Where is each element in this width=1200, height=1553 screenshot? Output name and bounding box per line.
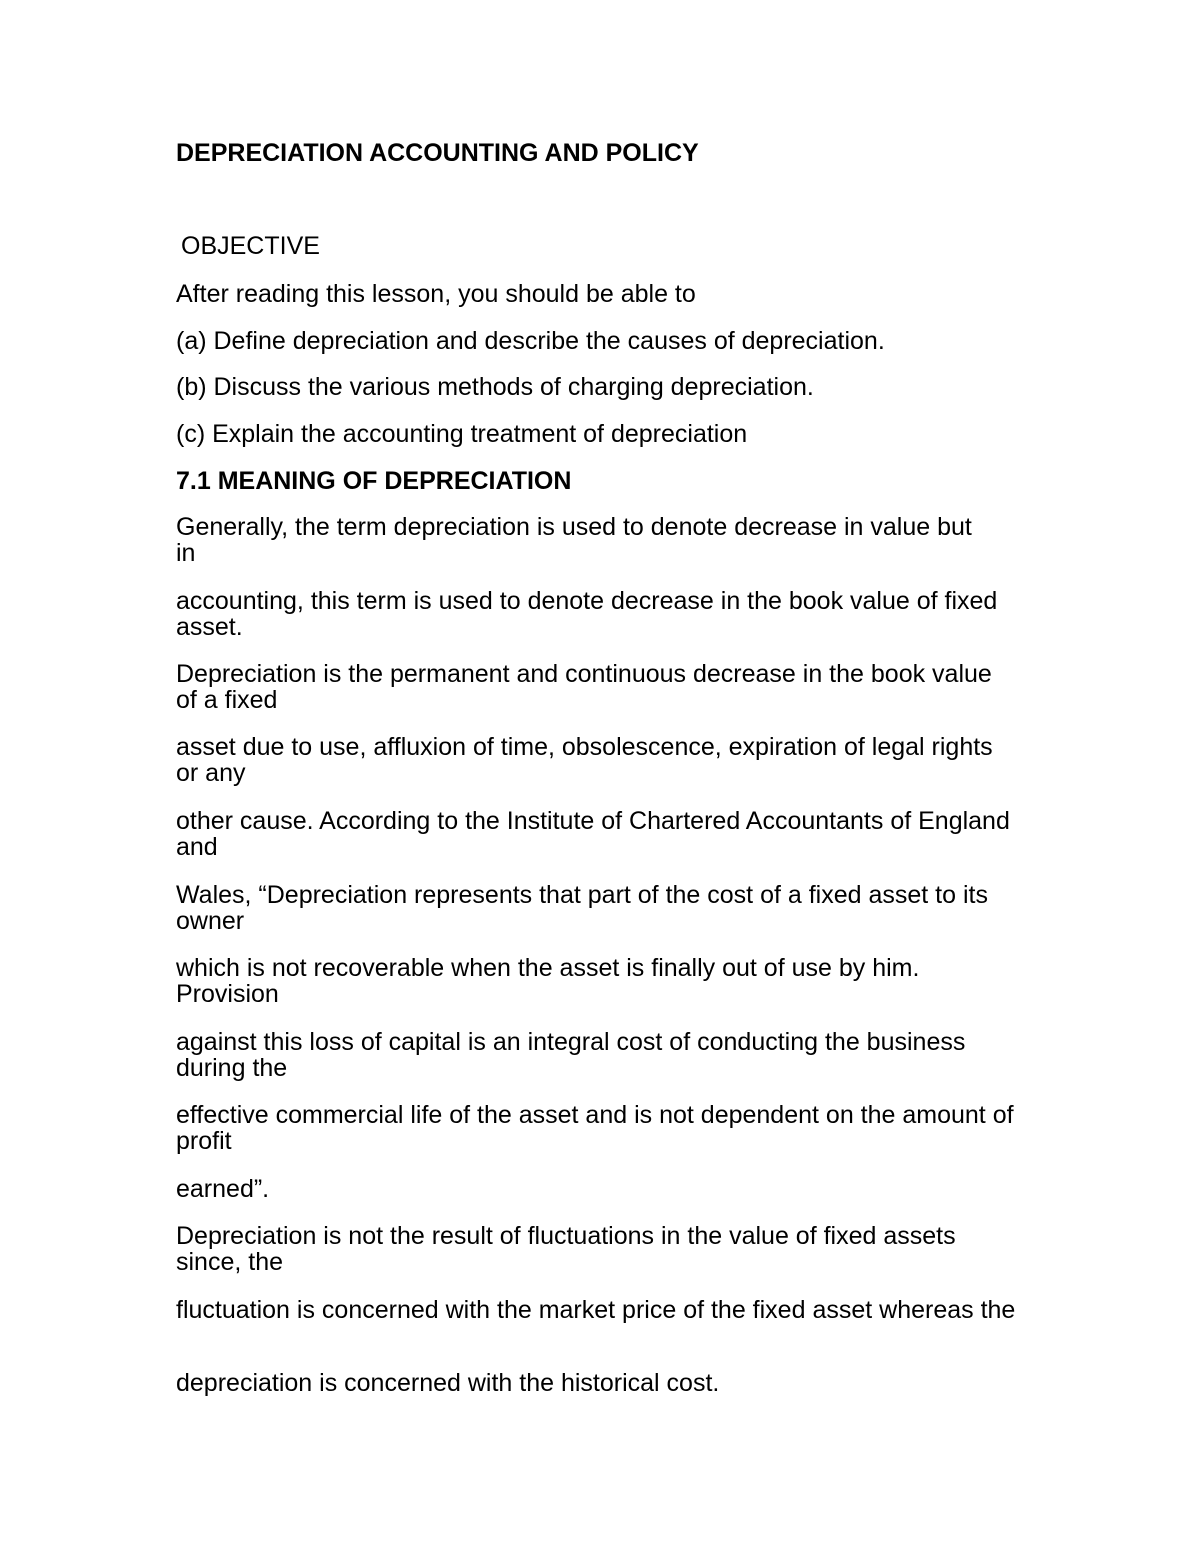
paragraph-line: Depreciation is the permanent and continuous decrease in the book value of a fixed — [176, 660, 992, 714]
paragraph-line: Wales, “Depreciation represents that part of the cost of a fixed asset to its owner — [176, 881, 988, 935]
paragraph-line: earned”. — [176, 1175, 270, 1203]
paragraph-line: depreciation is concerned with the historical cost. — [176, 1369, 720, 1397]
intro-text: After reading this lesson, you should be able to — [176, 280, 696, 308]
paragraph-line: against this loss of capital is an integral cost of conducting the business during the — [176, 1028, 966, 1082]
paragraph-line: Generally, the term depreciation is used to denote decrease in value but in — [176, 513, 972, 567]
objective-item-a: (a) Define depreciation and describe the causes of depreciation. — [176, 327, 885, 355]
paragraph-line: accounting, this term is used to denote decrease in the book value of fixed asset. — [176, 587, 998, 641]
paragraph-line: other cause. According to the Institute of Chartered Accountants of England and — [176, 807, 1010, 861]
objective-label: OBJECTIVE — [181, 232, 320, 260]
section-heading: 7.1 MEANING OF DEPRECIATION — [176, 467, 572, 495]
paragraph-line: which is not recoverable when the asset is finally out of use by him. Provision — [176, 954, 920, 1008]
paragraph-line: asset due to use, affluxion of time, obsolescence, expiration of legal rights or any — [176, 733, 993, 787]
paragraph-line: fluctuation is concerned with the market price of the fixed asset whereas the — [176, 1296, 1016, 1324]
paragraph-line: Depreciation is not the result of fluctuations in the value of fixed assets since, the — [176, 1222, 956, 1276]
paragraph-line: effective commercial life of the asset and is not dependent on the amount of profit — [176, 1101, 1014, 1155]
objective-item-c: (c) Explain the accounting treatment of depreciation — [176, 420, 748, 448]
document-title: DEPRECIATION ACCOUNTING AND POLICY — [176, 139, 699, 167]
objective-item-b: (b) Discuss the various methods of charging depreciation. — [176, 373, 814, 401]
